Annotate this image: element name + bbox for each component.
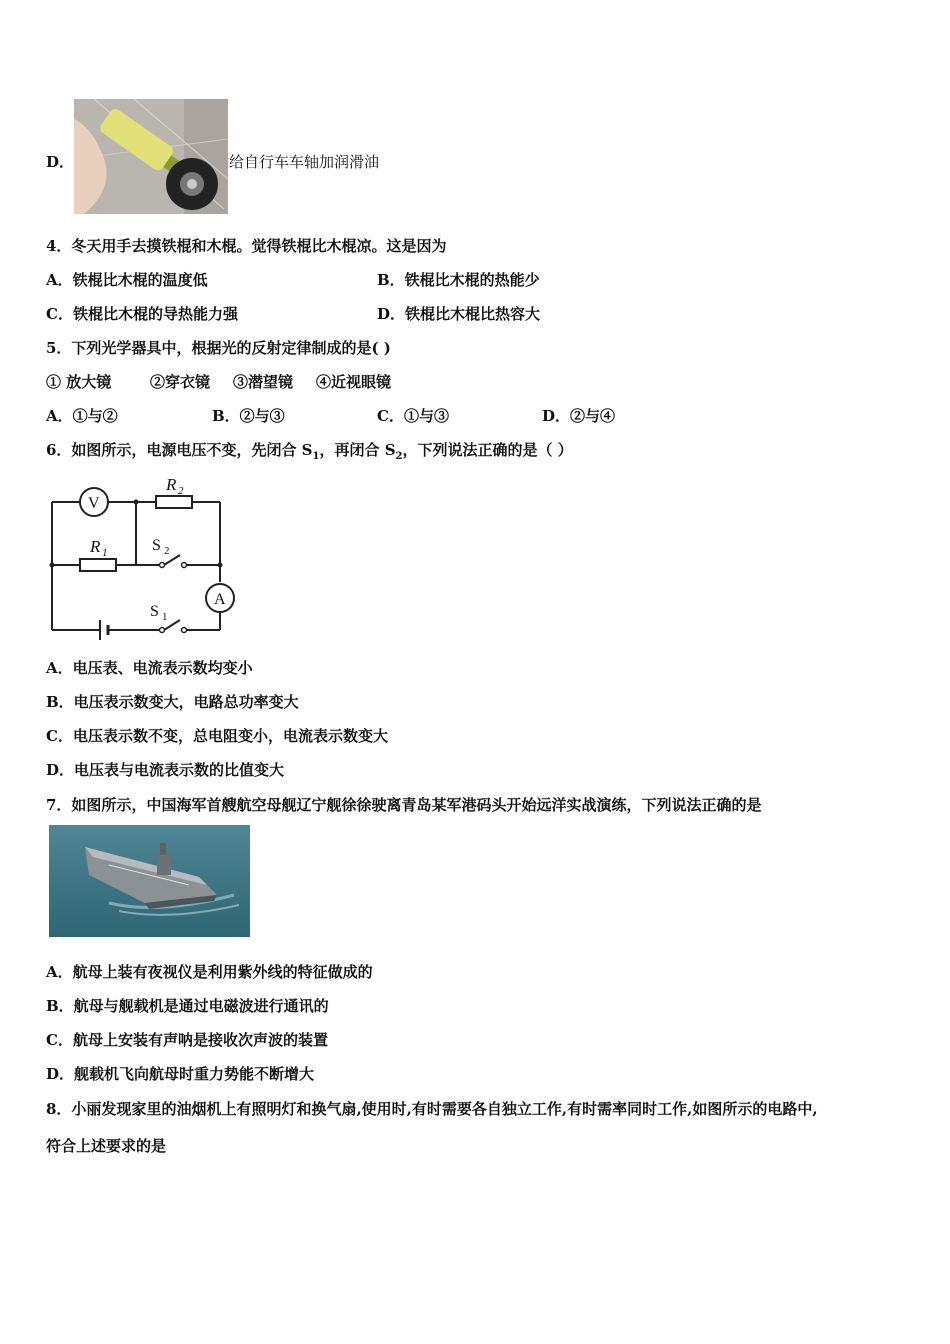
q6-option-c: C．电压表示数不变，总电阻变小，电流表示数变大 bbox=[46, 727, 388, 745]
s2-label: S bbox=[152, 537, 161, 554]
r2-sub: 2 bbox=[178, 485, 184, 497]
voltmeter-label: V bbox=[88, 495, 100, 512]
q3-option-d-text: 给自行车车轴加润滑油 bbox=[229, 153, 380, 171]
r2-label: R bbox=[166, 475, 177, 494]
q4-option-d: D．铁棍比木棍比热容大 bbox=[377, 305, 541, 323]
s2-sub: 2 bbox=[164, 545, 170, 557]
q5-stem: 5．下列光学器具中，根据光的反射定律制成的是( ) bbox=[46, 339, 391, 357]
s1-sub: 1 bbox=[162, 611, 168, 623]
q5-option-d: D．②与④ bbox=[542, 407, 616, 425]
q8-line1: 8．小丽发现家里的油烟机上有照明灯和换气扇,使用时,有时需要各自独立工作,有时需率同时工作,如图所示的电路中, bbox=[46, 1100, 818, 1118]
q5-item-3: ③潜望镜 bbox=[233, 373, 294, 391]
q6-stem bbox=[46, 440, 573, 467]
q6-option-a: A．电压表、电流表示数均变小 bbox=[46, 659, 253, 677]
q5-option-a: A．①与② bbox=[46, 407, 118, 425]
q5-item-4: ④近视眼镜 bbox=[316, 373, 392, 391]
q7-option-c: C．航母上安装有声呐是接收次声波的装置 bbox=[46, 1031, 328, 1049]
q4-option-c: C．铁棍比木棍的导热能力强 bbox=[46, 305, 238, 323]
q4-option-a: A．铁棍比木棍的温度低 bbox=[46, 271, 208, 289]
q3-option-d-label: D． bbox=[46, 153, 75, 171]
circuit-diagram bbox=[44, 470, 244, 640]
q5-option-c: C．①与③ bbox=[377, 407, 449, 425]
lubricating-oil-photo bbox=[74, 99, 228, 214]
ammeter-label: A bbox=[214, 591, 226, 608]
r1-label: R bbox=[90, 537, 101, 556]
q4-stem: 4．冬天用手去摸铁棍和木棍。觉得铁棍比木棍凉。这是因为 bbox=[46, 237, 447, 255]
q6-stem-sub2: 2 bbox=[395, 451, 403, 462]
q6-stem-suffix: ，下列说法正确的是（ ） bbox=[402, 441, 573, 459]
q6-stem-sub1: 1 bbox=[312, 451, 320, 462]
q5-option-b: B．②与③ bbox=[212, 407, 285, 425]
q6-stem-prefix: 6．如图所示，电源电压不变，先闭合 S bbox=[46, 441, 313, 459]
q7-option-d: D．舰载机飞向航母时重力势能不断增大 bbox=[46, 1065, 315, 1083]
q6-stem-mid: ，再闭合 S bbox=[319, 441, 396, 459]
q8-line2: 符合上述要求的是 bbox=[46, 1137, 167, 1155]
q4-option-b: B．铁棍比木棍的热能少 bbox=[377, 271, 540, 289]
r1-sub: 1 bbox=[102, 547, 108, 559]
q6-option-d: D．电压表与电流表示数的比值变大 bbox=[46, 761, 285, 779]
aircraft-carrier-photo bbox=[49, 825, 250, 937]
q7-option-a: A．航母上装有夜视仪是利用紫外线的特征做成的 bbox=[46, 963, 373, 981]
q6-option-b: B．电压表示数变大，电路总功率变大 bbox=[46, 693, 299, 711]
q5-item-1: ① 放大镜 bbox=[46, 373, 112, 391]
q5-item-2: ②穿衣镜 bbox=[150, 373, 211, 391]
s1-label: S bbox=[150, 603, 159, 620]
q7-stem: 7．如图所示，中国海军首艘航空母舰辽宁舰徐徐驶离青岛某军港码头开始远洋实战演练，下列说法正确的是 bbox=[46, 796, 762, 814]
q7-option-b: B．航母与舰载机是通过电磁波进行通讯的 bbox=[46, 997, 329, 1015]
